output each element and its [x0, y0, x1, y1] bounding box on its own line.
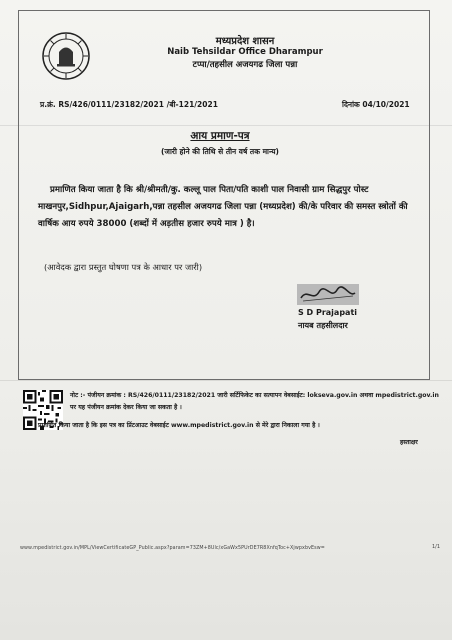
signature-stamp-icon: [297, 284, 359, 305]
signature-label: हस्ताक्षर: [400, 439, 418, 446]
fold-crease: [0, 380, 452, 381]
office-location: टप्पा/तहसील अजयगढ जिला पन्ना: [192, 60, 298, 70]
page-number: 1/1: [432, 544, 441, 550]
government-title: मध्यप्रदेश शासन: [215, 36, 275, 47]
signatory-name: S D Prajapati: [298, 308, 358, 317]
printout-certification: प्रमाणित किया जाता है कि इस पत्र का प्रिंटआउट वेबसाईट www.mpedistrict.gov.in से मेरे द्वारा निकाला गया है ।: [38, 422, 320, 429]
footer-url: www.mpedistrict.gov.in/MPL/ViewCertificateGP_Public.aspx?param=73ZM+8Ulc/xGaWx5PUrDE7R8XnfqToc+XjwpxbvEsw=: [20, 546, 325, 551]
issue-date: दिनांक 04/10/2021: [342, 100, 410, 109]
declaration-note: (आवेदक द्वारा प्रस्तुत घोषणा पत्र के आधार पर जारी): [44, 262, 203, 272]
office-name: Naib Tehsildar Office Dharampur: [167, 47, 323, 57]
reference-number: प्र.क्रं. RS/426/0111/23182/2021 /बी-121/2021: [40, 100, 218, 109]
government-seal-icon: [42, 32, 90, 80]
certificate-title: आय प्रमाण-पत्र: [190, 130, 250, 142]
certificate-body: प्रमाणित किया जाता है कि श्री/श्रीमती/कु. कल्लू पाल पिता/पति काशी पाल निवासी ग्राम सिद्धपुर पोस्ट माखनपुर,Sidhpur,Ajaigarh,पन्ना तहसील अजयगढ जिला पन्ना (मध्यप्रदेश) की/के परिवार की समस्त स्त्रोतों की वार्षिक आय रुपये 38000 (शब्दों में अड़तीस हजार रुपये मात्र ) है।: [38, 185, 408, 229]
validity-note: (जारी होने की तिथि से तीन वर्ष तक मान्य): [161, 147, 279, 156]
verification-note: नोट :- पंजीयन क्रमांक : RS/426/0111/23182/2021 जारी सर्टिफिकेट का सत्यापन वेबसाईट: lokseva.gov.in अथवा mpedistrict.gov.in पर यह पंजीयन क्रमांक देकर किया जा सकता है ।: [70, 392, 439, 411]
signatory-designation: नायब तहसीलदार: [298, 321, 348, 330]
